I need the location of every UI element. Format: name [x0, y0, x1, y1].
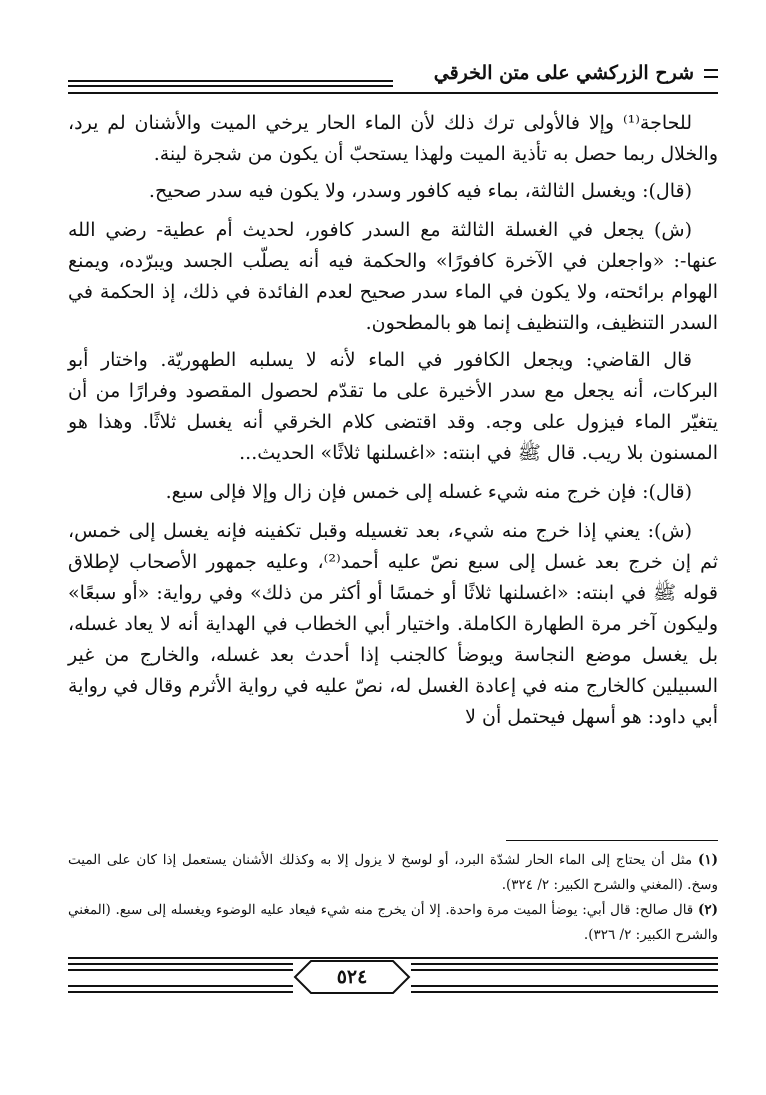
running-header	[68, 60, 718, 100]
page-number: ٥٢٤	[336, 966, 368, 988]
footnote-number: (٢)	[697, 902, 718, 918]
header-double-rule	[68, 80, 393, 90]
paragraph-6: (ش): يعني إذا خرج منه شيء، بعد تغسيله وقبل تكفينه فإنه يغسل إلى خمس، ثم إن خرج بعد غسل إلى سبع نصّ عليه أحمد⁽²⁾، وعليه جمهور الأصحاب لإطلاق قوله ﷺ في ابنته: «اغسلنها ثلاثًا أو خمسًا أو أكثر من ذلك» وفي رواية: «أو سبعًا» وليكون آخر مرة الطهارة الكاملة. واختيار أبي الخطاب في الهداية أنه لا يعاد غسله، بل يغسل موضع النجاسة ويوضأ كالجنب إذا أحدث بعد غسله، والخارج من غير السبيلين كالخارج منه في إعادة الغسل له، نصّ عليه في رواية الأثرم وقال في رواية أبي داود: هو أسهل فيحتمل أن لا	[68, 520, 718, 728]
main-text	[68, 108, 718, 741]
page-number-frame	[293, 959, 411, 995]
paragraph-2: (قال): ويغسل الثالثة، بماء فيه كافور وسدر، ولا يكون فيه سدر صحيح.	[148, 180, 692, 202]
header-underline	[68, 92, 718, 94]
paragraph-1: للحاجة⁽¹⁾ وإلا فالأولى ترك ذلك لأن الماء الحار يرخي الميت والأشنان لم يرد، والخلال ربما حصل به تأذية الميت ولهذا يستحبّ أن يكون من شجرة لينة.	[68, 112, 718, 165]
paragraph-5: (قال): فإن خرج منه شيء غسله إلى خمس فإن زال وإلا فإلى سبع.	[165, 481, 692, 503]
footnote-2	[68, 898, 718, 948]
header-title: شرح الزركشي على متن الخرقي	[433, 62, 694, 84]
header-equals-mark	[704, 69, 718, 78]
paragraph-4: قال القاضي: ويجعل الكافور في الماء لأنه لا يسلبه الطهوريّة. واختار أبو البركات، أنه يجعل مع سدر الأخيرة على ما تقدّم لحصول المقصود وفرارًا من أن يتغيّر الماء فيزول على وجه. وقد اقتضى كلام الخرقي أنه يغسل ثلاثًا. وهذا هو المسنون بلا ريب. قال ﷺ في ابنته: «اغسلنها ثلاثًا» الحديث...	[68, 349, 718, 464]
footnote-divider	[506, 840, 718, 841]
paragraph-3: (ش) يجعل في الغسلة الثالثة مع السدر كافور، لحديث أم عطية- رضي الله عنها-: «واجعلن في الآخرة كافورًا» والحكمة فيه أنه يصلّب الجسد ويبرّده، ويمنع الهوام برائحته، ولا يكون في الماء سدر صحيح لعدم الفائدة في ذلك، إذ الحكمة في السدر التنظيف، والتنظيف إنما هو بالمطحون.	[68, 219, 718, 334]
footnote-number: (١)	[697, 852, 718, 868]
footnote-text: قال صالح: قال أبي: يوضأ الميت مرة واحدة. إلا أن يخرج منه شيء فيعاد عليه الوضوء ويغسله إلى سبع. (المغني والشرح الكبير: ٢/ ٣٢٦).	[68, 902, 718, 943]
footnote-text: مثل أن يحتاج إلى الماء الحار لشدّة البرد، أو لوسخ لا يزول إلا به وكذلك الأشنان يستعمل إذا كان على الميت وسخ. (المغني والشرح الكبير: ٢/ ٣٢٤).	[68, 852, 718, 893]
footnotes	[68, 848, 718, 948]
footnote-1	[68, 848, 718, 898]
page-footer	[68, 945, 718, 1005]
